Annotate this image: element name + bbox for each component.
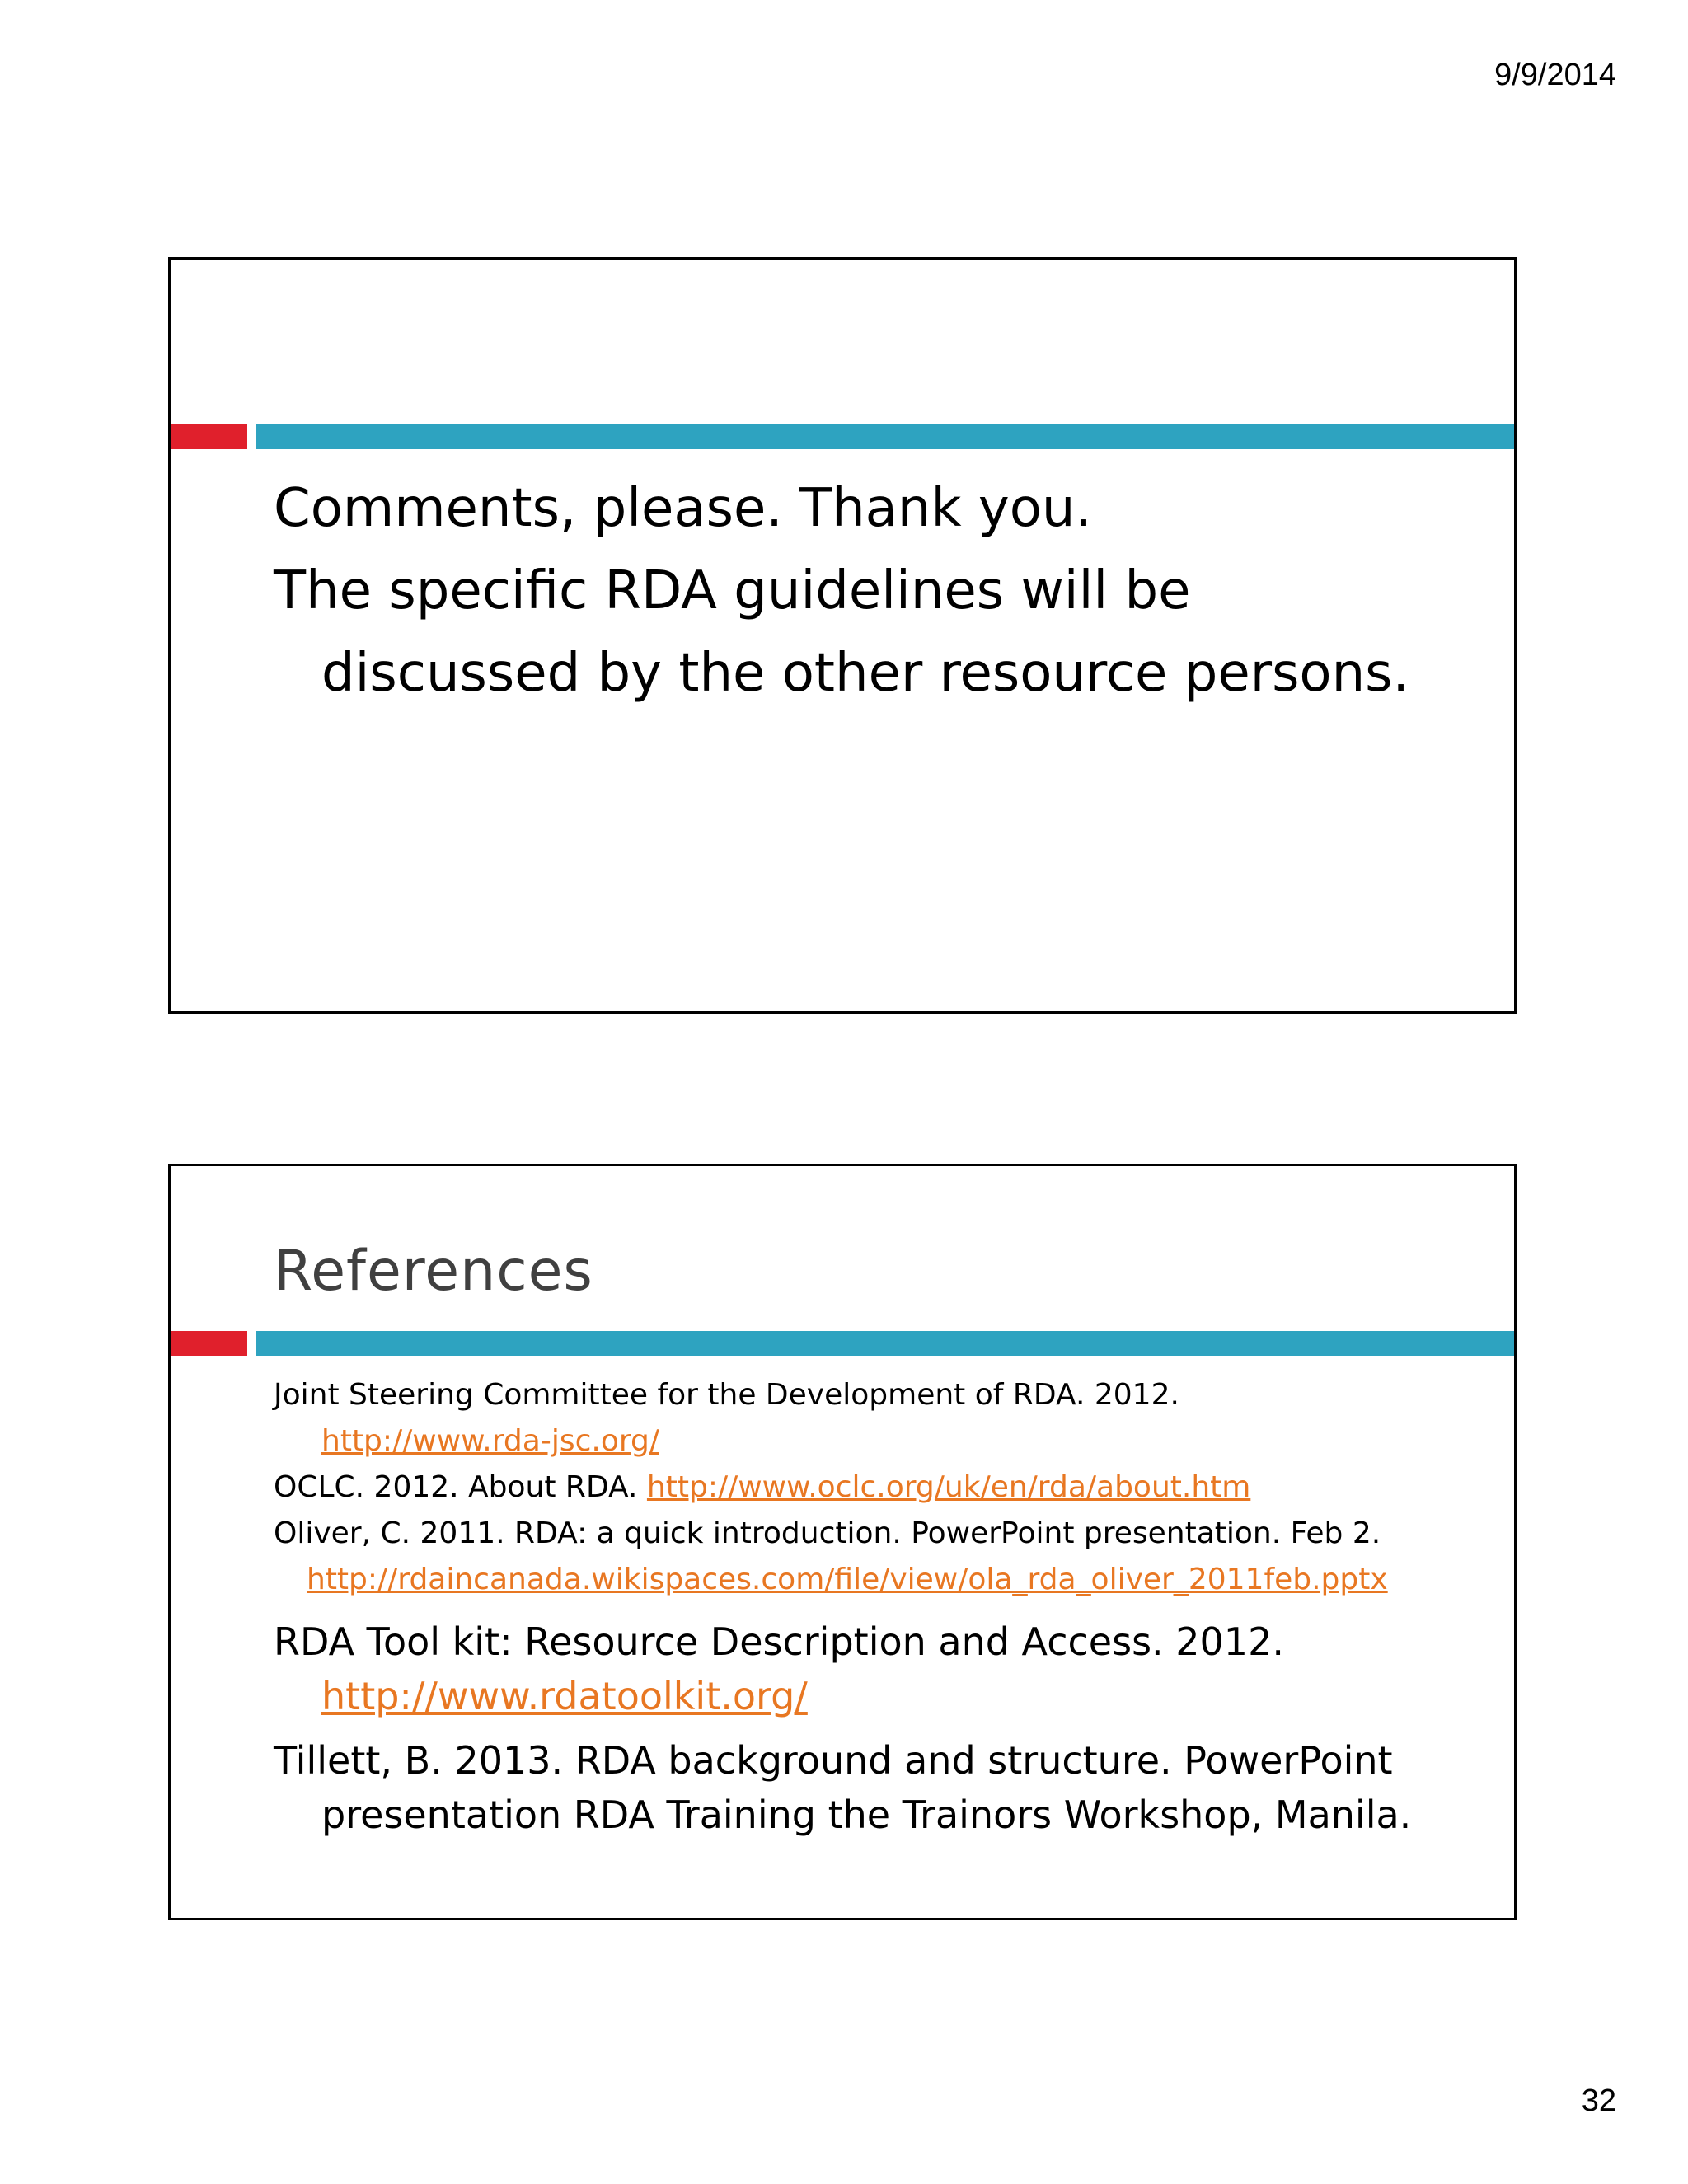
references-list [274,1372,1481,1842]
reference-text: OCLC. 2012. About RDA. [274,1470,647,1504]
reference-text: Tillett, B. 2013. RDA background and structure. PowerPoint [274,1738,1393,1783]
reference-link[interactable]: http://www.rda-jsc.org/ [321,1424,659,1458]
reference-item [274,1615,1481,1723]
page-date: 9/9/2014 [1494,58,1616,92]
accent-bar-red [171,1331,247,1356]
page-number: 32 [1581,2083,1616,2118]
reference-link[interactable]: http://www.rdatoolkit.org/ [321,1674,808,1718]
reference-item [274,1511,1481,1603]
slide-comments [168,257,1517,1014]
accent-bar-teal [256,424,1514,449]
accent-bar-red [171,424,247,449]
reference-text: Joint Steering Committee for the Development of RDA. 2012. [274,1378,1179,1412]
reference-text: Oliver, C. 2011. RDA: a quick introduction. PowerPoint presentation. Feb 2. [274,1516,1381,1550]
reference-item [274,1465,1481,1511]
guidelines-line-continued: discussed by the other resource persons. [321,643,1409,704]
reference-text-continued: presentation RDA Training the Trainors Workshop, Manila. [321,1793,1412,1837]
reference-item [274,1372,1481,1465]
reference-item [274,1733,1481,1842]
slide-references [168,1164,1517,1920]
slide-body [274,467,1465,715]
reference-link[interactable]: http://rdaincanada.wikispaces.com/file/view/ola_rda_oliver_2011feb.pptx [307,1563,1388,1596]
comments-line: Comments, please. Thank you. [274,478,1092,539]
slide-title: References [274,1239,593,1304]
reference-link[interactable]: http://www.oclc.org/uk/en/rda/about.htm [646,1470,1251,1504]
guidelines-line-start: The specific RDA guidelines will be [274,560,1191,621]
guidelines-line [274,550,1465,715]
reference-text: RDA Tool kit: Resource Description and Access. 2012. [274,1619,1284,1664]
accent-bar-teal [256,1331,1514,1356]
